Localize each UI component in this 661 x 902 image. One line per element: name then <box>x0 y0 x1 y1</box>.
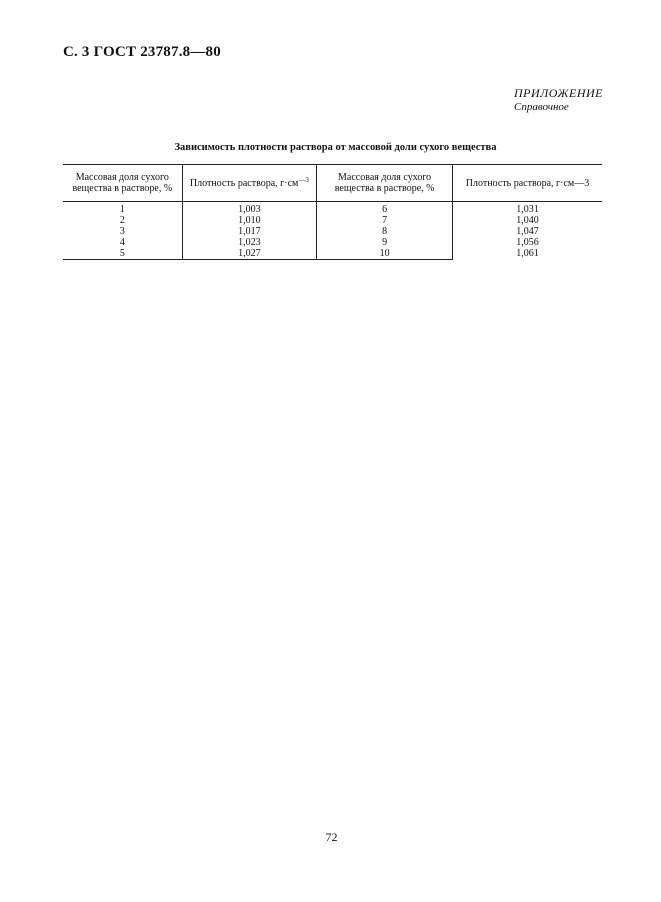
cell-mass-b: 6 <box>317 202 453 216</box>
cell-density-b: 1,040 <box>453 215 602 226</box>
cell-density-b: 1,056 <box>453 237 602 248</box>
header-mass-fraction-1 <box>63 165 182 202</box>
cell-density-b: 1,061 <box>453 248 602 260</box>
table-title: Зависимость плотности раствора от массовой доли сухого вещества <box>174 142 497 153</box>
cell-mass-b: 7 <box>317 215 453 226</box>
cell-density-a: 1,023 <box>182 237 317 248</box>
table-row <box>63 237 602 248</box>
table-row <box>63 215 602 226</box>
cell-mass-a: 4 <box>119 237 125 248</box>
cell-density-a: 1,017 <box>182 226 317 237</box>
appendix-subtitle: Справочное <box>514 101 569 113</box>
document-header-code: С. 3 ГОСТ 23787.8—80 <box>63 44 221 60</box>
table-row <box>63 248 602 260</box>
cell-mass-a: 1 <box>119 204 125 215</box>
appendix-block <box>514 86 603 113</box>
cell-mass-b: 10 <box>317 248 453 260</box>
header-density-exponent: —3 <box>298 175 309 184</box>
appendix-title: ПРИЛОЖЕНИЕ <box>514 86 603 100</box>
cell-density-b: 1,047 <box>453 226 602 237</box>
cell-mass-a: 2 <box>119 215 125 226</box>
cell-mass-a: 5 <box>63 248 182 260</box>
header-density-prefix: Плотность раствора, г·см <box>189 177 299 189</box>
header-mass-fraction-2 <box>317 165 453 202</box>
cell-density-a: 1,027 <box>182 248 317 260</box>
table-row <box>63 202 602 216</box>
cell-density-a: 1,010 <box>182 215 317 226</box>
cell-density-b: 1,031 <box>453 202 602 216</box>
header-density-2: Плотность раствора, г·см—3 <box>453 165 602 202</box>
header-mass-line1: Массовая доля сухого <box>75 172 169 183</box>
density-table <box>63 164 602 260</box>
header-mass-line1-b: Массовая доля сухого <box>338 172 432 183</box>
header-density-1 <box>182 165 317 202</box>
header-mass-line2: вещества в растворе, % <box>72 183 173 194</box>
cell-mass-b: 9 <box>317 237 453 248</box>
page-number: 72 <box>325 830 338 844</box>
table-header-row <box>63 165 602 202</box>
cell-mass-b: 8 <box>317 226 453 237</box>
table-row <box>63 226 602 237</box>
header-mass-line2-b: вещества в растворе, % <box>334 183 435 194</box>
cell-density-a: 1,003 <box>182 202 317 216</box>
cell-mass-a: 3 <box>119 226 125 237</box>
